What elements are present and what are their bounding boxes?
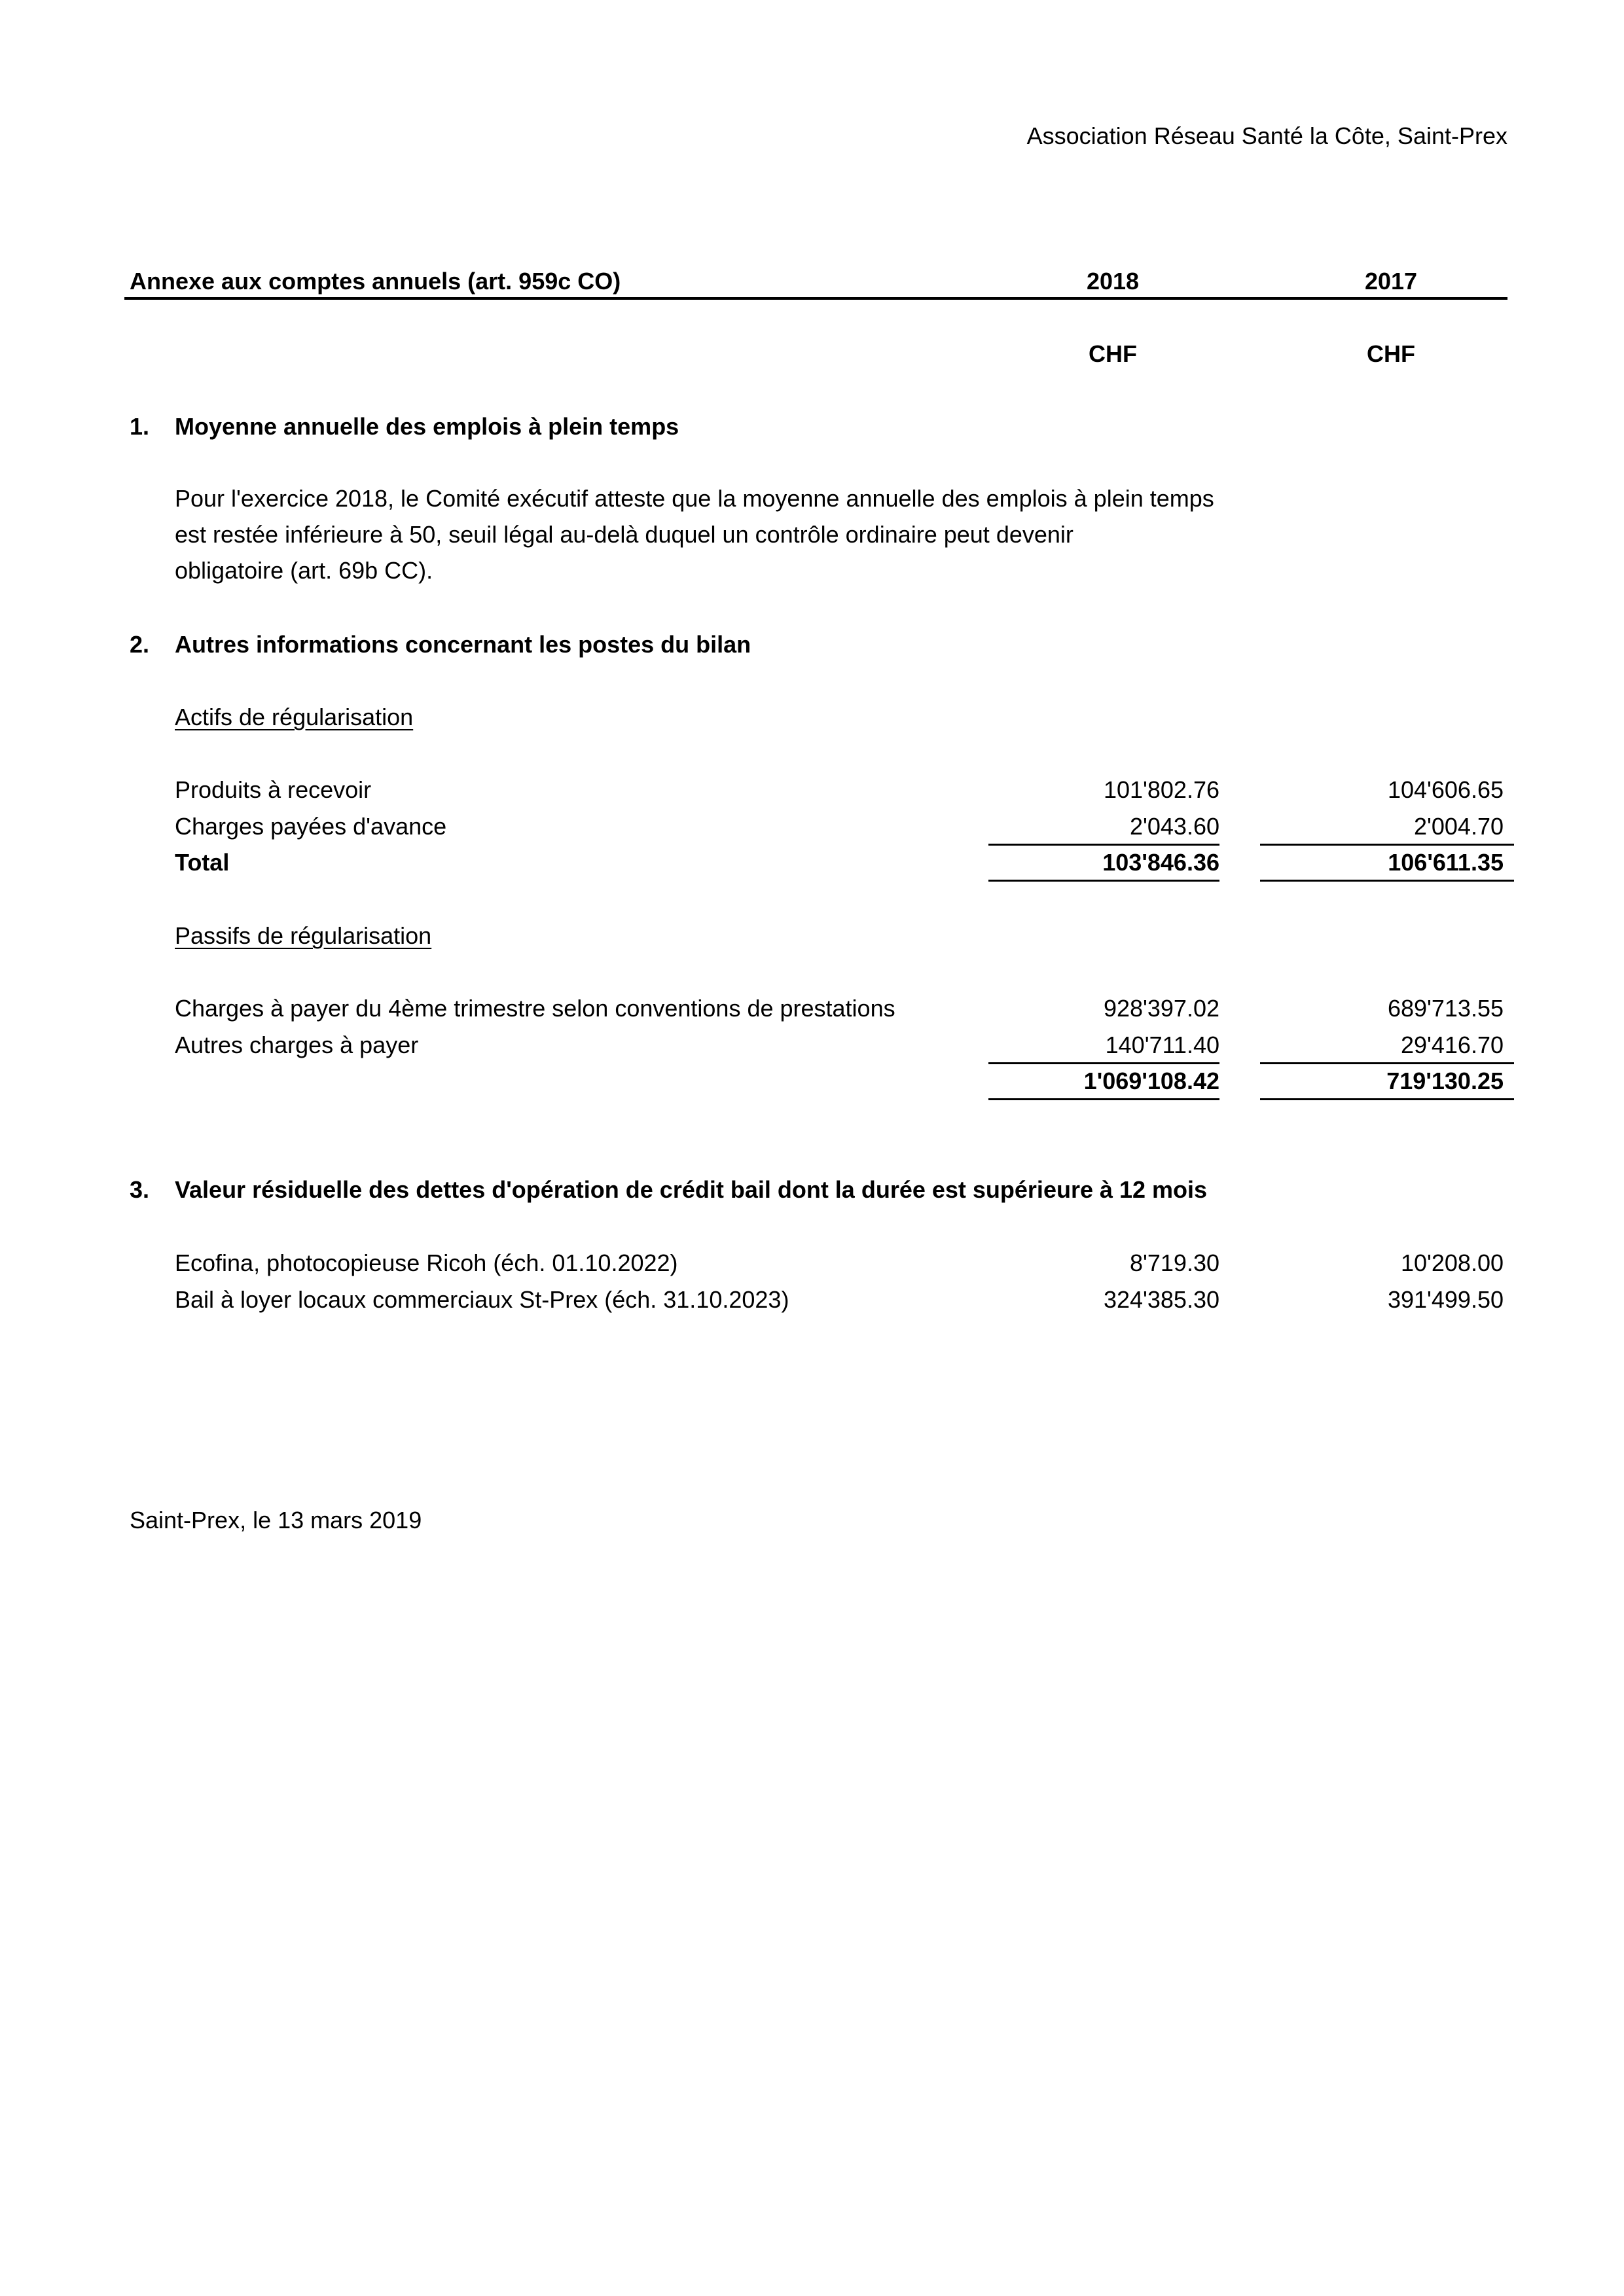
passifs-row-2018: 140'711.40 [1105, 1031, 1219, 1058]
actifs-subtitle: Actifs de régularisation [175, 704, 414, 730]
passifs-total-top-rule-2017 [1260, 1062, 1514, 1064]
title-rule [124, 297, 1507, 300]
section-1-paragraph [175, 480, 1214, 588]
passifs-row-2018: 928'397.02 [1103, 995, 1219, 1022]
passifs-total-bottom-rule-2018 [988, 1098, 1219, 1100]
leasing-row-2017: 391'499.50 [1387, 1286, 1504, 1313]
passifs-total-2018: 1'069'108.42 [1083, 1067, 1219, 1094]
leasing-row-2018: 8'719.30 [1129, 1249, 1219, 1276]
actifs-row-2017: 2'004.70 [1413, 813, 1504, 840]
actifs-row-2017: 104'606.65 [1387, 776, 1504, 803]
passifs-subtitle: Passifs de régularisation [175, 922, 432, 949]
leasing-row-2017: 10'208.00 [1400, 1249, 1504, 1276]
section-1-title: Moyenne annuelle des emplois à plein temps [175, 413, 679, 440]
actifs-total-top-rule-2017 [1260, 844, 1514, 846]
passifs-row-label: Charges à payer du 4ème trimestre selon conventions de prestations [175, 995, 895, 1022]
passifs-row-label: Autres charges à payer [175, 1031, 419, 1058]
actifs-row-2018: 2'043.60 [1129, 813, 1219, 840]
currency-2018: CHF [1089, 340, 1137, 367]
section-3-title: Valeur résiduelle des dettes d'opération de crédit bail dont la durée est supérieure à 12 mois [175, 1176, 1208, 1203]
place-date: Saint-Prex, le 13 mars 2019 [130, 1507, 422, 1534]
section-3-number: 3. [130, 1176, 150, 1203]
section-1-number: 1. [130, 413, 150, 440]
section-2-number: 2. [130, 631, 150, 658]
paragraph-line: obligatoire (art. 69b CC). [175, 557, 433, 584]
year-2017-header: 2017 [1364, 268, 1418, 295]
actifs-total-bottom-rule-2017 [1260, 880, 1514, 882]
passifs-row-2017: 29'416.70 [1400, 1031, 1504, 1058]
leasing-row-label: Ecofina, photocopieuse Ricoh (éch. 01.10.2022) [175, 1249, 678, 1276]
leasing-row-label: Bail à loyer locaux commerciaux St-Prex (éch. 31.10.2023) [175, 1286, 789, 1313]
passifs-total-2017: 719'130.25 [1386, 1067, 1504, 1094]
paragraph-line: est restée inférieure à 50, seuil légal au-delà duquel un contrôle ordinaire peut devenir [175, 521, 1074, 548]
paragraph-line: Pour l'exercice 2018, le Comité exécutif atteste que la moyenne annuelle des emplois à plein temps [175, 485, 1214, 512]
annex-title: Annexe aux comptes annuels (art. 959c CO) [130, 268, 621, 295]
passifs-total-top-rule-2018 [988, 1062, 1219, 1064]
leasing-row-2018: 324'385.30 [1103, 1286, 1219, 1313]
actifs-total-2017: 106'611.35 [1388, 849, 1504, 876]
currency-2017: CHF [1367, 340, 1415, 367]
passifs-row-2017: 689'713.55 [1387, 995, 1504, 1022]
year-2018-header: 2018 [1086, 268, 1140, 295]
section-2-title: Autres informations concernant les postes du bilan [175, 631, 751, 658]
actifs-total-label: Total [175, 849, 230, 876]
passifs-total-bottom-rule-2017 [1260, 1098, 1514, 1100]
actifs-row-label: Charges payées d'avance [175, 813, 447, 840]
actifs-total-2018: 103'846.36 [1102, 849, 1219, 876]
actifs-row-label: Produits à recevoir [175, 776, 372, 803]
organization-header: Association Réseau Santé la Côte, Saint-Prex [1026, 122, 1507, 149]
actifs-total-top-rule-2018 [988, 844, 1219, 846]
actifs-total-bottom-rule-2018 [988, 880, 1219, 882]
actifs-row-2018: 101'802.76 [1103, 776, 1219, 803]
